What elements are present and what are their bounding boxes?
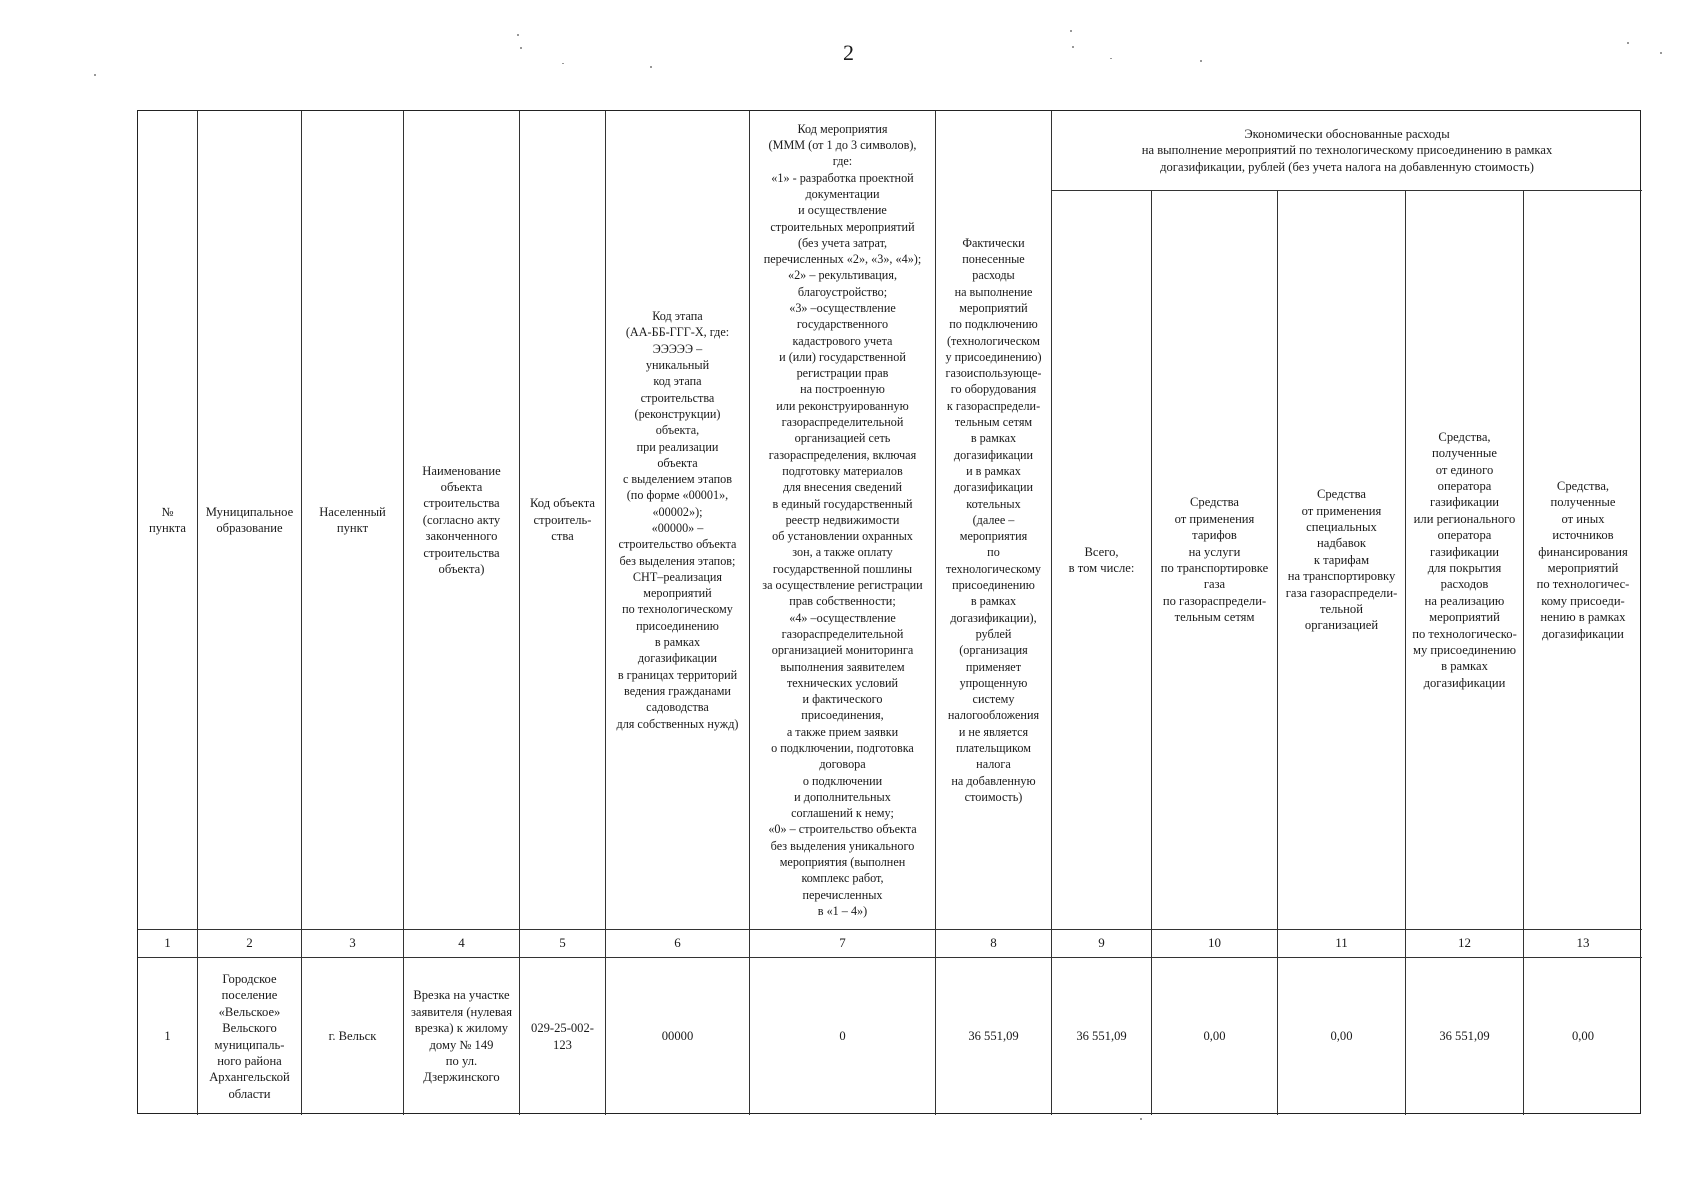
table-cell-tariff-funds: 0,00 <box>1152 958 1278 1115</box>
column-number: 1 <box>138 930 198 958</box>
header-total: Всего, в том числе: <box>1052 191 1152 930</box>
header-economic-expenses-group: Экономически обоснованные расходы на выполнение мероприятий по технологическому присоединению в рамках догазификации, рублей (без учета налога на добавленную стоимость) <box>1052 111 1642 191</box>
table-cell-stage-code: 00000 <box>606 958 750 1115</box>
scan-speck <box>517 34 519 36</box>
column-number: 7 <box>750 930 936 958</box>
column-number: 5 <box>520 930 606 958</box>
table-cell-surcharge-funds: 0,00 <box>1278 958 1406 1115</box>
scan-speck <box>1110 58 1112 59</box>
header-municipality: Муниципальное образование <box>198 111 302 930</box>
header-other-sources: Средства, полученные от иных источников финансирования мероприятий по технологичес- кому присоеди- нению в рамках догазификации <box>1524 191 1642 930</box>
column-number: 3 <box>302 930 404 958</box>
column-number: 10 <box>1152 930 1278 958</box>
scan-speck <box>562 63 564 64</box>
scan-speck <box>650 66 652 68</box>
scan-speck <box>1070 30 1072 32</box>
column-number: 6 <box>606 930 750 958</box>
header-object-code: Код объекта строитель- ства <box>520 111 606 930</box>
header-item-number: № пункта <box>138 111 198 930</box>
column-number: 9 <box>1052 930 1152 958</box>
column-number: 2 <box>198 930 302 958</box>
scan-speck <box>1072 46 1074 48</box>
table-cell-object-code: 029-25-002- 123 <box>520 958 606 1115</box>
page-number: 2 <box>843 40 854 65</box>
table-cell-activity-code: 0 <box>750 958 936 1115</box>
header-stage-code: Код этапа (АА-ББ-ГГГ-Х, где: ЭЭЭЭЭ – уникальный код этапа строительства (реконструкции) объекта, при реализации объекта с выделением этапов (по форме «00001», «00002»); «00000» – строительство объекта без выделения этапов; СНТ–реализация мероприятий по технологическому присоединению в рамках догазификации в границах территорий ведения гражданами садоводства для собственных нужд) <box>606 111 750 930</box>
column-number: 11 <box>1278 930 1406 958</box>
column-number: 13 <box>1524 930 1642 958</box>
table-cell-item-number: 1 <box>138 958 198 1115</box>
scan-speck <box>1660 52 1662 54</box>
column-number: 4 <box>404 930 520 958</box>
scan-speck <box>1200 60 1202 62</box>
scan-speck <box>1627 42 1629 44</box>
header-object-name: Наименование объекта строительства (согласно акту законченного строительства объекта) <box>404 111 520 930</box>
header-operator-funds: Средства, полученные от единого оператора газификации или регионального оператора газификации для покрытия расходов на реализацию мероприятий по технологическо- му присоединению в рамках догазификации <box>1406 191 1524 930</box>
column-number: 8 <box>936 930 1052 958</box>
header-activity-code: Код мероприятия (МММ (от 1 до 3 символов), где: «1» - разработка проектной документации и осуществление строительных мероприятий (без учета затрат, перечисленных «2», «3», «4»); «2» – рекультивация, благоустройство; «3» –осуществление государственного кадастрового учета и (или) государственной регистрации прав на построенную или реконструированную газораспределительной организацией сеть газораспределения, включая подготовку материалов для внесения сведений в единый государственный реестр недвижимости об установлении охранных зон, а также оплату государственной пошлины за осуществление регистрации прав собственности; «4» –осуществление газораспределительной организацией мониторинга выполнения заявителем технических условий и фактического присоединения, а также прием заявки о подключении, подготовка договора о подключении и дополнительных соглашений к нему; «0» – строительство объекта без выделения уникального мероприятия (выполнен комплекс работ, перечисленных в «1 – 4») <box>750 111 936 930</box>
table-cell-operator-funds: 36 551,09 <box>1406 958 1524 1115</box>
header-actual-expenses: Фактически понесенные расходы на выполнение мероприятий по подключению (технологическом у присоединению) газоиспользующе- го оборудования к газораспредели- тельным сетям в рамках догазификации и в рамках догазификации котельных (далее – мероприятия по технологическому присоединению в рамках догазификации), рублей (организация применяет упрощенную систему налогообложения и не является плательщиком налога на добавленную стоимость) <box>936 111 1052 930</box>
table-cell-actual-expenses: 36 551,09 <box>936 958 1052 1115</box>
scan-speck <box>94 74 96 76</box>
table-cell-municipality: Городское поселение «Вельское» Вельского муниципаль- ного района Архангельской области <box>198 958 302 1115</box>
table-cell-total: 36 551,09 <box>1052 958 1152 1115</box>
scan-speck <box>1140 1118 1142 1120</box>
header-surcharge-funds: Средства от применения специальных надбавок к тарифам на транспортировку газа газораспредели- тельной организацией <box>1278 191 1406 930</box>
table-cell-settlement: г. Вельск <box>302 958 404 1115</box>
header-tariff-funds: Средства от применения тарифов на услуги по транспортировке газа по газораспредели- тельным сетям <box>1152 191 1278 930</box>
report-table <box>137 110 1641 1114</box>
scan-speck <box>520 47 522 49</box>
column-number: 12 <box>1406 930 1524 958</box>
header-settlement: Населенный пункт <box>302 111 404 930</box>
table-cell-object-name: Врезка на участке заявителя (нулевая врезка) к жилому дому № 149 по ул. Дзержинского <box>404 958 520 1115</box>
table-cell-other-sources: 0,00 <box>1571 1029 1595 1044</box>
